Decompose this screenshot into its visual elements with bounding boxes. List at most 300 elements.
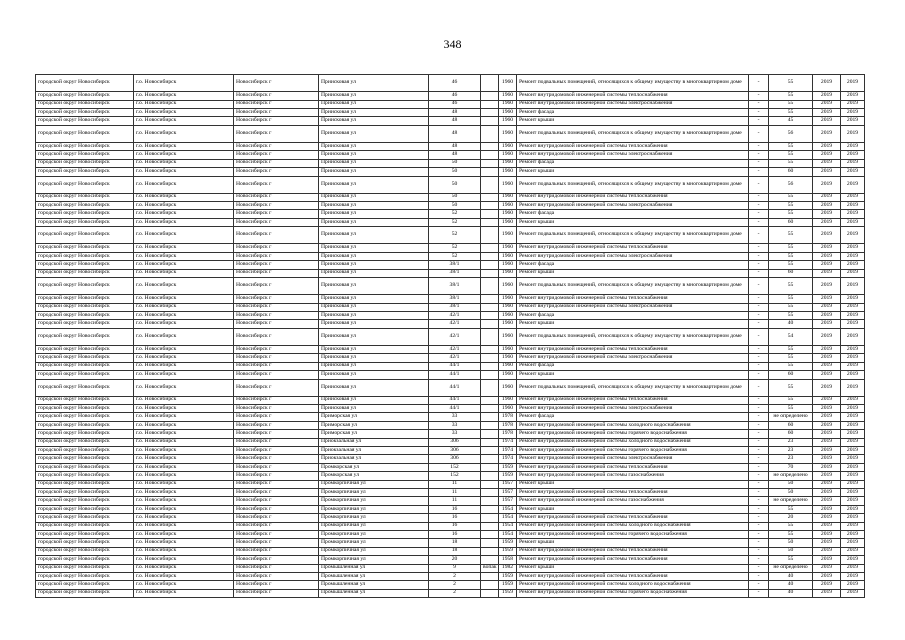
work-type-cell: Ремонт подвальных помещений, относящихся к общему имуществу в многоквартирном доме <box>517 75 749 92</box>
wear-cell: 40 <box>769 589 813 597</box>
start-year-cell: 2019 <box>813 303 841 311</box>
house-number-cell: 48 <box>429 151 481 159</box>
year-cell: 1960 <box>499 159 517 167</box>
building-cell <box>481 252 499 260</box>
wear-cell: 55 <box>769 311 813 319</box>
street-cell: Приисковая ул <box>319 159 429 167</box>
street-cell: Приисковая ул <box>319 371 429 379</box>
wear-cell: 40 <box>769 320 813 328</box>
start-year-cell: 2019 <box>813 530 841 538</box>
municipality-cell: городской округ Новосибирск <box>36 142 134 150</box>
flag-cell: - <box>749 320 769 328</box>
year-cell: 1959 <box>499 472 517 480</box>
flag-cell: - <box>749 539 769 547</box>
building-cell <box>481 497 499 505</box>
flag-cell: - <box>749 261 769 269</box>
house-number-cell: 33 <box>429 430 481 438</box>
flag-cell: - <box>749 379 769 396</box>
work-type-cell: Ремонт подвальных помещений, относящихся к общему имуществу в многоквартирном доме <box>517 278 749 295</box>
year-cell: 1960 <box>499 320 517 328</box>
locality-cell: Новосибирск г <box>234 320 319 328</box>
end-year-cell: 2019 <box>841 193 865 201</box>
house-number-cell: 306 <box>429 455 481 463</box>
end-year-cell: 2019 <box>841 564 865 572</box>
street-cell: Приисковая ул <box>319 278 429 295</box>
end-year-cell: 2019 <box>841 379 865 396</box>
district-cell: г.о. Новосибирск <box>134 117 234 125</box>
end-year-cell: 2019 <box>841 75 865 92</box>
year-cell: 1957 <box>499 480 517 488</box>
wear-cell: 50 <box>769 539 813 547</box>
municipality-cell: городской округ Новосибирск <box>36 227 134 244</box>
district-cell: г.о. Новосибирск <box>134 202 234 210</box>
municipality-cell: городской округ Новосибирск <box>36 480 134 488</box>
year-cell: 1954 <box>499 505 517 513</box>
house-number-cell: 16 <box>429 505 481 513</box>
year-cell: 1960 <box>499 396 517 404</box>
year-cell: 1978 <box>499 430 517 438</box>
municipality-cell: городской округ Новосибирск <box>36 530 134 538</box>
house-number-cell: 50 <box>429 168 481 176</box>
municipality-cell: городской округ Новосибирск <box>36 362 134 370</box>
flag-cell: - <box>749 354 769 362</box>
table-row <box>36 75 865 92</box>
table-row <box>36 488 865 496</box>
start-year-cell: 2019 <box>813 589 841 597</box>
year-cell: 1960 <box>499 218 517 226</box>
wear-cell: 45 <box>769 117 813 125</box>
end-year-cell: 2019 <box>841 252 865 260</box>
building-cell <box>481 278 499 295</box>
year-cell: 1960 <box>499 75 517 92</box>
house-number-cell: 20 <box>429 556 481 564</box>
end-year-cell: 2019 <box>841 539 865 547</box>
district-cell: г.о. Новосибирск <box>134 142 234 150</box>
work-type-cell: Ремонт внутридомовой инженерной системы электроснабжения <box>517 100 749 108</box>
street-cell: Промкорпичная ул <box>319 522 429 530</box>
start-year-cell: 2019 <box>813 278 841 295</box>
start-year-cell: 2019 <box>813 92 841 100</box>
end-year-cell: 2019 <box>841 328 865 345</box>
flag-cell: - <box>749 75 769 92</box>
municipality-cell: городской округ Новосибирск <box>36 455 134 463</box>
table-row <box>36 505 865 513</box>
district-cell: г.о. Новосибирск <box>134 295 234 303</box>
table-row <box>36 539 865 547</box>
start-year-cell: 2019 <box>813 252 841 260</box>
locality-cell: Новосибирск г <box>234 572 319 580</box>
municipality-cell: городской округ Новосибирск <box>36 472 134 480</box>
house-number-cell: 33 <box>429 421 481 429</box>
table-row <box>36 345 865 353</box>
end-year-cell: 2019 <box>841 463 865 471</box>
municipality-cell: городской округ Новосибирск <box>36 547 134 555</box>
house-number-cell: 48 <box>429 117 481 125</box>
table-row <box>36 564 865 572</box>
work-type-cell: Ремонт внутридомовой инженерной системы теплоснабжения <box>517 92 749 100</box>
building-cell <box>481 463 499 471</box>
end-year-cell: 2019 <box>841 261 865 269</box>
start-year-cell: 2019 <box>813 371 841 379</box>
table-row <box>36 572 865 580</box>
district-cell: г.о. Новосибирск <box>134 168 234 176</box>
work-type-cell: Ремонт фасада <box>517 362 749 370</box>
locality-cell: Новосибирск г <box>234 227 319 244</box>
flag-cell: - <box>749 168 769 176</box>
table-row <box>36 252 865 260</box>
locality-cell: Новосибирск г <box>234 455 319 463</box>
house-number-cell: 38/1 <box>429 295 481 303</box>
table-row <box>36 480 865 488</box>
district-cell: г.о. Новосибирск <box>134 463 234 471</box>
year-cell: 1960 <box>499 405 517 413</box>
locality-cell: Новосибирск г <box>234 564 319 572</box>
locality-cell: Новосибирск г <box>234 303 319 311</box>
flag-cell: - <box>749 421 769 429</box>
locality-cell: Новосибирск г <box>234 210 319 218</box>
wear-cell: 23 <box>769 438 813 446</box>
repair-schedule-table <box>35 74 865 598</box>
municipality-cell: городской округ Новосибирск <box>36 438 134 446</box>
work-type-cell: Ремонт подвальных помещений, относящихся к общему имуществу в многоквартирном доме <box>517 176 749 193</box>
building-cell <box>481 405 499 413</box>
locality-cell: Новосибирск г <box>234 117 319 125</box>
wear-cell: 55 <box>769 362 813 370</box>
house-number-cell: 52 <box>429 227 481 244</box>
building-cell <box>481 530 499 538</box>
municipality-cell: городской округ Новосибирск <box>36 328 134 345</box>
building-cell <box>481 455 499 463</box>
house-number-cell: 42/1 <box>429 345 481 353</box>
start-year-cell: 2019 <box>813 193 841 201</box>
year-cell: 1974 <box>499 447 517 455</box>
wear-cell: 55 <box>769 244 813 252</box>
house-number-cell: 152 <box>429 472 481 480</box>
district-cell: г.о. Новосибирск <box>134 413 234 421</box>
wear-cell: 55 <box>769 405 813 413</box>
locality-cell: Новосибирск г <box>234 430 319 438</box>
locality-cell: Новосибирск г <box>234 261 319 269</box>
house-number-cell: 2 <box>429 589 481 597</box>
district-cell: г.о. Новосибирск <box>134 176 234 193</box>
district-cell: г.о. Новосибирск <box>134 497 234 505</box>
flag-cell: - <box>749 522 769 530</box>
start-year-cell: 2019 <box>813 497 841 505</box>
municipality-cell: городской округ Новосибирск <box>36 159 134 167</box>
start-year-cell: 2019 <box>813 539 841 547</box>
municipality-cell: городской округ Новосибирск <box>36 539 134 547</box>
locality-cell: Новосибирск г <box>234 396 319 404</box>
end-year-cell: 2019 <box>841 311 865 319</box>
district-cell: г.о. Новосибирск <box>134 530 234 538</box>
flag-cell: - <box>749 447 769 455</box>
start-year-cell: 2019 <box>813 379 841 396</box>
building-cell <box>481 117 499 125</box>
table-row <box>36 193 865 201</box>
year-cell: 1960 <box>499 100 517 108</box>
flag-cell: - <box>749 100 769 108</box>
work-type-cell: Ремонт крыши <box>517 539 749 547</box>
municipality-cell: городской округ Новосибирск <box>36 210 134 218</box>
flag-cell: - <box>749 92 769 100</box>
end-year-cell: 2019 <box>841 438 865 446</box>
year-cell: 1978 <box>499 413 517 421</box>
municipality-cell: городской округ Новосибирск <box>36 354 134 362</box>
house-number-cell: 50 <box>429 193 481 201</box>
end-year-cell: 2019 <box>841 125 865 142</box>
flag-cell: - <box>749 210 769 218</box>
table-row <box>36 530 865 538</box>
wear-cell: 55 <box>769 210 813 218</box>
start-year-cell: 2019 <box>813 100 841 108</box>
locality-cell: Новосибирск г <box>234 176 319 193</box>
municipality-cell: городской округ Новосибирск <box>36 345 134 353</box>
start-year-cell: 2019 <box>813 522 841 530</box>
locality-cell: Новосибирск г <box>234 108 319 116</box>
district-cell: г.о. Новосибирск <box>134 218 234 226</box>
start-year-cell: 2019 <box>813 125 841 142</box>
start-year-cell: 2019 <box>813 176 841 193</box>
table-row <box>36 447 865 455</box>
wear-cell: не определено <box>769 413 813 421</box>
table-row <box>36 151 865 159</box>
work-type-cell: Ремонт крыши <box>517 480 749 488</box>
district-cell: г.о. Новосибирск <box>134 455 234 463</box>
year-cell: 1957 <box>499 488 517 496</box>
locality-cell: Новосибирск г <box>234 142 319 150</box>
year-cell: 1960 <box>499 202 517 210</box>
work-type-cell: Ремонт крыши <box>517 218 749 226</box>
table-row <box>36 455 865 463</box>
building-cell <box>481 421 499 429</box>
year-cell: 1960 <box>499 92 517 100</box>
end-year-cell: 2019 <box>841 505 865 513</box>
locality-cell: Новосибирск г <box>234 75 319 92</box>
street-cell: Приисковая ул <box>319 125 429 142</box>
locality-cell: Новосибирск г <box>234 362 319 370</box>
table-row <box>36 405 865 413</box>
street-cell: Приисковая ул <box>319 295 429 303</box>
table-row <box>36 328 865 345</box>
wear-cell: 55 <box>769 530 813 538</box>
house-number-cell: 16 <box>429 514 481 522</box>
district-cell: г.о. Новосибирск <box>134 345 234 353</box>
district-cell: г.о. Новосибирск <box>134 252 234 260</box>
end-year-cell: 2019 <box>841 278 865 295</box>
wear-cell: 56 <box>769 125 813 142</box>
year-cell: 1960 <box>499 379 517 396</box>
flag-cell: - <box>749 244 769 252</box>
end-year-cell: 2019 <box>841 530 865 538</box>
wear-cell: 55 <box>769 159 813 167</box>
end-year-cell: 2019 <box>841 159 865 167</box>
locality-cell: Новосибирск г <box>234 488 319 496</box>
work-type-cell: Ремонт фасада <box>517 311 749 319</box>
end-year-cell: 2019 <box>841 354 865 362</box>
page-number: 348 <box>443 37 462 51</box>
street-cell: Приисковая ул <box>319 362 429 370</box>
start-year-cell: 2019 <box>813 269 841 277</box>
table-row <box>36 202 865 210</box>
end-year-cell: 2019 <box>841 227 865 244</box>
house-number-cell: 42/1 <box>429 328 481 345</box>
street-cell: Приокзальная ул <box>319 455 429 463</box>
municipality-cell: городской округ Новосибирск <box>36 303 134 311</box>
house-number-cell: 52 <box>429 244 481 252</box>
year-cell: 1960 <box>499 278 517 295</box>
flag-cell: - <box>749 362 769 370</box>
end-year-cell: 2019 <box>841 320 865 328</box>
locality-cell: Новосибирск г <box>234 159 319 167</box>
wear-cell: 60 <box>769 218 813 226</box>
house-number-cell: 52 <box>429 210 481 218</box>
house-number-cell: 52 <box>429 218 481 226</box>
document-table-container <box>35 74 864 598</box>
table-row <box>36 159 865 167</box>
district-cell: г.о. Новосибирск <box>134 522 234 530</box>
year-cell: 1974 <box>499 438 517 446</box>
wear-cell: 50 <box>769 480 813 488</box>
start-year-cell: 2019 <box>813 295 841 303</box>
year-cell: 1960 <box>499 269 517 277</box>
locality-cell: Новосибирск г <box>234 125 319 142</box>
flag-cell: - <box>749 227 769 244</box>
table-row <box>36 589 865 597</box>
work-type-cell: Ремонт внутридомовой инженерной системы теплоснабжения <box>517 396 749 404</box>
end-year-cell: 2019 <box>841 142 865 150</box>
street-cell: Приисковая ул <box>319 261 429 269</box>
street-cell: Промкорская ул <box>319 472 429 480</box>
district-cell: г.о. Новосибирск <box>134 303 234 311</box>
street-cell: Приокзальная ул <box>319 438 429 446</box>
end-year-cell: 2019 <box>841 295 865 303</box>
house-number-cell: 44/1 <box>429 362 481 370</box>
building-cell <box>481 261 499 269</box>
house-number-cell: 44/1 <box>429 396 481 404</box>
wear-cell: 50 <box>769 547 813 555</box>
street-cell: Приисковая ул <box>319 151 429 159</box>
flag-cell: - <box>749 278 769 295</box>
year-cell: 1978 <box>499 421 517 429</box>
building-cell <box>481 438 499 446</box>
street-cell: Промкорпичная ул <box>319 480 429 488</box>
wear-cell: 55 <box>769 252 813 260</box>
building-cell <box>481 572 499 580</box>
end-year-cell: 2019 <box>841 151 865 159</box>
flag-cell: - <box>749 472 769 480</box>
flag-cell: - <box>749 564 769 572</box>
district-cell: г.о. Новосибирск <box>134 430 234 438</box>
year-cell: 1959 <box>499 539 517 547</box>
wear-cell: 55 <box>769 142 813 150</box>
municipality-cell: городской округ Новосибирск <box>36 117 134 125</box>
end-year-cell: 2019 <box>841 556 865 564</box>
work-type-cell: Ремонт внутридомовой инженерной системы электроснабжения <box>517 455 749 463</box>
year-cell: 1960 <box>499 117 517 125</box>
municipality-cell: городской округ Новосибирск <box>36 463 134 471</box>
building-cell <box>481 303 499 311</box>
work-type-cell: Ремонт внутридомовой инженерной системы газоснабжения <box>517 497 749 505</box>
start-year-cell: 2019 <box>813 430 841 438</box>
street-cell: Приисковая ул <box>319 100 429 108</box>
end-year-cell: 2019 <box>841 345 865 353</box>
locality-cell: Новосибирск г <box>234 269 319 277</box>
wear-cell: не определено <box>769 472 813 480</box>
work-type-cell: Ремонт внутридомовой инженерной системы электроснабжения <box>517 405 749 413</box>
wear-cell: не определено <box>769 497 813 505</box>
street-cell: Промышленная ул <box>319 581 429 589</box>
flag-cell: - <box>749 572 769 580</box>
flag-cell: - <box>749 151 769 159</box>
street-cell: Приисковая ул <box>319 345 429 353</box>
street-cell: Промкорпичная ул <box>319 530 429 538</box>
street-cell: Приисковая ул <box>319 176 429 193</box>
end-year-cell: 2019 <box>841 362 865 370</box>
table-row <box>36 108 865 116</box>
wear-cell: 23 <box>769 455 813 463</box>
municipality-cell: городской округ Новосибирск <box>36 379 134 396</box>
municipality-cell: городской округ Новосибирск <box>36 505 134 513</box>
building-cell <box>481 522 499 530</box>
municipality-cell: городской округ Новосибирск <box>36 244 134 252</box>
year-cell: 1959 <box>499 547 517 555</box>
house-number-cell: 16 <box>429 522 481 530</box>
district-cell: г.о. Новосибирск <box>134 539 234 547</box>
street-cell: Промкорпичная ул <box>319 547 429 555</box>
street-cell: Приисковая ул <box>319 396 429 404</box>
street-cell: Промкорпичная ул <box>319 497 429 505</box>
district-cell: г.о. Новосибирск <box>134 480 234 488</box>
flag-cell: - <box>749 530 769 538</box>
building-cell <box>481 176 499 193</box>
work-type-cell: Ремонт подвальных помещений, относящихся к общему имуществу в многоквартирном доме <box>517 125 749 142</box>
wear-cell: 55 <box>769 92 813 100</box>
work-type-cell: Ремонт внутридомовой инженерной системы горячего водоснабжения <box>517 430 749 438</box>
year-cell: 1959 <box>499 581 517 589</box>
work-type-cell: Ремонт подвальных помещений, относящихся к общему имуществу в многоквартирном доме <box>517 379 749 396</box>
flag-cell: - <box>749 547 769 555</box>
end-year-cell: 2019 <box>841 589 865 597</box>
start-year-cell: 2019 <box>813 320 841 328</box>
house-number-cell: 52 <box>429 252 481 260</box>
table-row <box>36 218 865 226</box>
flag-cell: - <box>749 252 769 260</box>
street-cell: Промышленная ул <box>319 564 429 572</box>
district-cell: г.о. Новосибирск <box>134 100 234 108</box>
end-year-cell: 2019 <box>841 303 865 311</box>
district-cell: г.о. Новосибирск <box>134 556 234 564</box>
wear-cell: 55 <box>769 303 813 311</box>
street-cell: Приисковая ул <box>319 108 429 116</box>
street-cell: Промкорпичная ул <box>319 556 429 564</box>
table-row <box>36 421 865 429</box>
building-cell: вопак <box>481 564 499 572</box>
flag-cell: - <box>749 514 769 522</box>
district-cell: г.о. Новосибирск <box>134 320 234 328</box>
house-number-cell: 2 <box>429 572 481 580</box>
flag-cell: - <box>749 480 769 488</box>
house-number-cell: 11 <box>429 497 481 505</box>
start-year-cell: 2019 <box>813 455 841 463</box>
building-cell <box>481 480 499 488</box>
locality-cell: Новосибирск г <box>234 405 319 413</box>
district-cell: г.о. Новосибирск <box>134 108 234 116</box>
house-number-cell: 9 <box>429 564 481 572</box>
flag-cell: - <box>749 371 769 379</box>
start-year-cell: 2019 <box>813 159 841 167</box>
municipality-cell: городской округ Новосибирск <box>36 151 134 159</box>
start-year-cell: 2019 <box>813 480 841 488</box>
